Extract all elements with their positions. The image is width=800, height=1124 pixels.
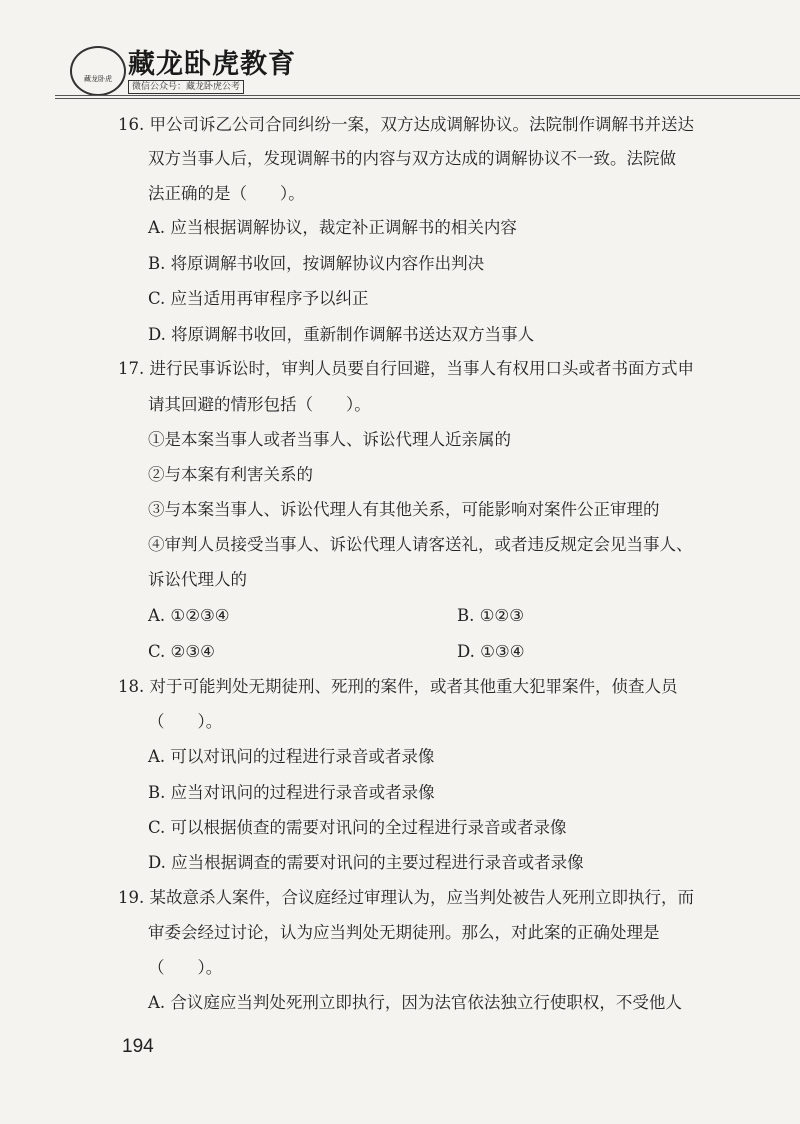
page-header <box>0 0 800 100</box>
question-17-item-4-cont: 诉讼代理人的 <box>148 570 247 589</box>
header-divider-thin <box>55 98 800 99</box>
brand-title: 藏龙卧虎教育 <box>128 49 296 80</box>
question-16-option-b: B. 将原调解书收回，按调解协议内容作出判决 <box>148 254 485 273</box>
question-19-option-a: A. 合议庭应当判处死刑立即执行，因为法官依法独立行使职权，不受他人 <box>148 993 682 1012</box>
question-17-option-a: A. ①②③④ <box>148 606 230 625</box>
question-18-option-b: B. 应当对讯问的过程进行录音或者录像 <box>148 783 435 802</box>
question-16-line-2: 双方当事人后，发现调解书的内容与双方达成的调解协议不一致。法院做 <box>148 149 676 168</box>
question-17-item-1: ①是本案当事人或者当事人、诉讼代理人近亲属的 <box>148 430 511 449</box>
header-divider <box>55 95 800 96</box>
question-17-option-b: B. ①②③ <box>457 606 524 625</box>
question-17-line-1: 17. 进行民事诉讼时，审判人员要自行回避，当事人有权用口头或者书面方式申 <box>118 359 694 378</box>
question-17-line-2: 请其回避的情形包括（ ）。 <box>148 395 371 414</box>
question-17-item-4: ④审判人员接受当事人、诉讼代理人请客送礼，或者违反规定会见当事人、 <box>148 535 693 554</box>
question-19-line-2: 审委会经过讨论，认为应当判处无期徒刑。那么，对此案的正确处理是 <box>148 923 660 942</box>
question-18-option-c: C. 可以根据侦查的需要对讯问的全过程进行录音或者录像 <box>148 818 567 837</box>
question-19-line-3: （ ）。 <box>148 958 223 977</box>
question-16-line-3: 法正确的是（ ）。 <box>148 184 305 203</box>
question-18-option-a: A. 可以对讯问的过程进行录音或者录像 <box>148 747 435 766</box>
question-17-item-2: ②与本案有利害关系的 <box>148 465 313 484</box>
logo-text: 藏龙卧虎 <box>84 75 112 83</box>
question-16-option-d: D. 将原调解书收回，重新制作调解书送达双方当事人 <box>148 325 535 344</box>
page-number: 194 <box>122 1036 154 1057</box>
question-18-line-1: 18. 对于可能判处无期徒刑、死刑的案件，或者其他重大犯罪案件，侦查人员 <box>118 677 678 696</box>
question-17-option-c: C. ②③④ <box>148 642 215 661</box>
question-18-option-d: D. 应当根据调查的需要对讯问的主要过程进行录音或者录像 <box>148 853 584 872</box>
question-16-option-c: C. 应当适用再审程序予以纠正 <box>148 289 369 308</box>
question-17-option-d: D. ①③④ <box>457 642 525 661</box>
question-17-item-3: ③与本案当事人、诉讼代理人有其他关系，可能影响对案件公正审理的 <box>148 500 660 519</box>
question-19-line-1: 19. 某故意杀人案件，合议庭经过审理认为，应当判处被告人死刑立即执行，而 <box>118 888 694 907</box>
question-16-line-1: 16. 甲公司诉乙公司合同纠纷一案，双方达成调解协议。法院制作调解书并送达 <box>118 115 694 134</box>
question-18-line-2: （ ）。 <box>148 712 223 731</box>
logo-icon <box>70 46 126 96</box>
question-16-option-a: A. 应当根据调解协议，裁定补正调解书的相关内容 <box>148 218 517 237</box>
brand-subtitle: 微信公众号：藏龙卧虎公考 <box>128 80 244 94</box>
